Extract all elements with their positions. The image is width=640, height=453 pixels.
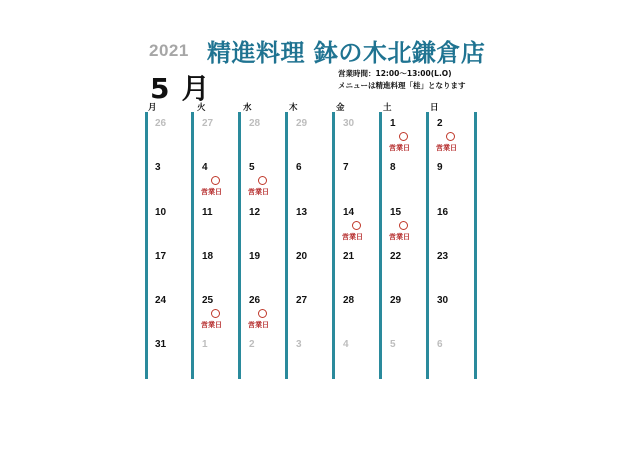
month-unit: 月 xyxy=(181,72,210,105)
open-circle-icon xyxy=(211,176,220,185)
open-circle-icon xyxy=(352,221,361,230)
day-number: 2 xyxy=(437,118,443,129)
day-number: 5 xyxy=(249,162,255,173)
open-day-label: 営業日 xyxy=(201,321,222,329)
day-number: 29 xyxy=(296,118,308,129)
open-circle-icon xyxy=(211,309,220,318)
day-number: 15 xyxy=(390,207,402,218)
weekday-header: 金 xyxy=(336,103,345,113)
day-number: 25 xyxy=(202,295,214,306)
column-divider xyxy=(379,112,382,379)
column-divider xyxy=(145,112,148,379)
business-hours: 営業時間：12:00～13:00(L.O) xyxy=(338,69,452,78)
day-number: 31 xyxy=(155,339,167,350)
day-number: 21 xyxy=(343,251,355,262)
day-number: 27 xyxy=(202,118,214,129)
column-divider xyxy=(238,112,241,379)
day-number: 1 xyxy=(202,339,208,350)
day-number: 30 xyxy=(343,118,355,129)
weekday-header: 月 xyxy=(148,103,157,113)
day-number: 9 xyxy=(437,162,443,173)
day-number: 13 xyxy=(296,207,308,218)
day-number: 17 xyxy=(155,251,167,262)
column-divider xyxy=(426,112,429,379)
store-title: 精進料理 鉢の木北鎌倉店 xyxy=(207,39,486,67)
day-number: 22 xyxy=(390,251,402,262)
open-circle-icon xyxy=(258,176,267,185)
year-label: 2021 xyxy=(149,41,189,60)
open-day-label: 営業日 xyxy=(389,233,410,241)
open-circle-icon xyxy=(399,221,408,230)
day-number: 26 xyxy=(249,295,261,306)
day-number: 2 xyxy=(249,339,255,350)
day-number: 3 xyxy=(296,339,302,350)
day-number: 28 xyxy=(343,295,355,306)
open-circle-icon xyxy=(446,132,455,141)
day-number: 6 xyxy=(437,339,443,350)
column-divider xyxy=(285,112,288,379)
day-number: 28 xyxy=(249,118,261,129)
day-number: 20 xyxy=(296,251,308,262)
day-number: 11 xyxy=(202,207,213,218)
weekday-header: 火 xyxy=(197,103,206,113)
day-number: 26 xyxy=(155,118,167,129)
day-number: 27 xyxy=(296,295,308,306)
day-number: 29 xyxy=(390,295,402,306)
weekday-header: 木 xyxy=(289,103,298,113)
open-day-label: 営業日 xyxy=(436,144,457,152)
open-day-label: 営業日 xyxy=(201,188,222,196)
day-number: 4 xyxy=(343,339,349,350)
weekday-header: 土 xyxy=(383,103,392,113)
day-number: 6 xyxy=(296,162,302,173)
day-number: 4 xyxy=(202,162,208,173)
weekday-header: 日 xyxy=(430,103,439,113)
column-divider xyxy=(474,112,477,379)
open-day-label: 営業日 xyxy=(248,188,269,196)
open-circle-icon xyxy=(399,132,408,141)
day-number: 3 xyxy=(155,162,161,173)
day-number: 24 xyxy=(155,295,167,306)
day-number: 18 xyxy=(202,251,214,262)
day-number: 14 xyxy=(343,207,355,218)
day-number: 10 xyxy=(155,207,167,218)
open-day-label: 営業日 xyxy=(389,144,410,152)
day-number: 12 xyxy=(249,207,261,218)
day-number: 8 xyxy=(390,162,396,173)
day-number: 30 xyxy=(437,295,449,306)
day-number: 19 xyxy=(249,251,261,262)
open-circle-icon xyxy=(258,309,267,318)
day-number: 7 xyxy=(343,162,349,173)
column-divider xyxy=(332,112,335,379)
day-number: 1 xyxy=(390,118,396,129)
day-number: 5 xyxy=(390,339,396,350)
day-number: 23 xyxy=(437,251,449,262)
day-number: 16 xyxy=(437,207,449,218)
open-day-label: 営業日 xyxy=(342,233,363,241)
column-divider xyxy=(191,112,194,379)
month-number: 5 xyxy=(150,72,170,105)
open-day-label: 営業日 xyxy=(248,321,269,329)
menu-note: メニューは精進料理「桂」となります xyxy=(338,81,466,90)
weekday-header: 水 xyxy=(243,103,252,113)
